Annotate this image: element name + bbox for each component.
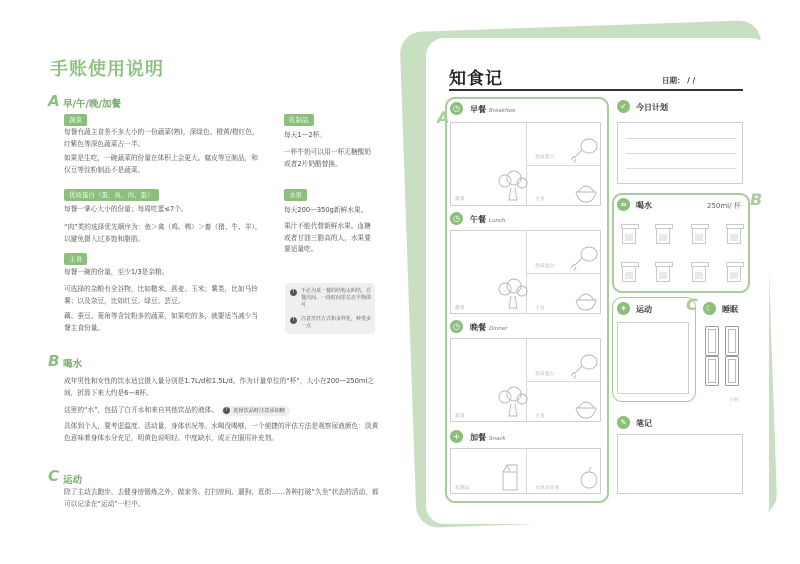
info-icon: ! xyxy=(290,317,297,324)
fruit-paragraph-1: 每天200—350g新鲜水果。 xyxy=(284,206,368,214)
section-c-title: 运动 xyxy=(63,475,83,486)
label-dairy: 乳制品 xyxy=(455,486,470,491)
label-veg: 蔬菜 xyxy=(455,197,465,202)
lunch-box[interactable] xyxy=(450,230,601,314)
cup-icon-1[interactable] xyxy=(622,226,636,244)
section-a-letter: A xyxy=(48,92,60,110)
water-paragraph-3: 具体到个人，要考虑温度、活动量、身体状况等。水喝没喝够，一个便捷的评估方法是观察尿液颜色：淡黄色意味着身体水分充足，明黄色说明轻、中度缺水，或正在服用补充剂。 xyxy=(64,422,379,442)
tag-vegetable: 蔬菜 xyxy=(64,114,87,126)
tips-box xyxy=(285,283,375,334)
label-fruit: 水果及其他 xyxy=(535,486,559,491)
section-b-title: 喝水 xyxy=(63,359,83,370)
water-drop-icon: ≈ xyxy=(617,198,630,211)
letter-c: C xyxy=(686,295,698,314)
label-veg: 蔬菜 xyxy=(455,414,465,419)
water-paragraph-2: 这里的“水”，包括了白开水和来自其他饮品的液体。 ! 选择饮品时注意添加糖 xyxy=(64,405,382,417)
breakfast-box[interactable] xyxy=(450,122,601,206)
sleep-title: 睡眠 xyxy=(722,305,738,314)
staple-paragraph-2: 可选择的杂粮有全谷物，比如糙米、燕麦、玉米；薯类，比如马铃薯；以及杂豆，比如红豆、绿豆、芸豆。 xyxy=(64,285,258,305)
letter-b: B xyxy=(750,190,763,209)
protein-paragraph-2: “肉”类的选择优先顺序为：鱼＞禽（鸡、鸭）＞畜（猪、牛、羊），以避免摄入过多饱和脂肪。 xyxy=(64,223,262,243)
clock-icon: ◷ xyxy=(450,320,463,333)
title-underline xyxy=(449,89,743,91)
label-staple: 主食 xyxy=(535,197,545,202)
snack-box[interactable] xyxy=(450,448,601,494)
protein-paragraph-1: 每餐一掌心大小的份量；每周吃蛋≤7个。 xyxy=(64,205,188,213)
tag-dairy: 乳制品 xyxy=(284,114,314,126)
section-a-title: 早/午/晚/加餐 xyxy=(63,99,121,110)
tip-2: ! 注意烹饪方式和多样化，种类多一点 xyxy=(290,316,375,330)
sleep-bar-3[interactable] xyxy=(705,356,719,386)
meal-breakfast-label: 早餐 Breakfast xyxy=(470,105,516,114)
staple-paragraph-1: 每餐一碗的份量，至少1/3是杂粮。 xyxy=(64,268,169,276)
info-icon: ! xyxy=(223,407,230,414)
clock-icon: ◷ xyxy=(450,212,463,225)
cup-icon-7[interactable] xyxy=(692,264,706,282)
date-field[interactable]: 日期： / / xyxy=(662,76,696,85)
veg-paragraph-1: 每餐有蔬主食差不多大小的一份蔬菜(熟)，深绿色、橙黄/橙红色，红紫色等深色蔬菜占一半。 xyxy=(64,128,259,148)
plan-box[interactable] xyxy=(617,122,743,184)
meal-dinner-label: 晚餐 Dinner xyxy=(470,323,508,332)
sleep-bar-2[interactable] xyxy=(725,326,739,356)
notes-box[interactable] xyxy=(617,434,743,494)
section-c-letter: C xyxy=(48,467,60,485)
pencil-icon: ✎ xyxy=(617,416,630,429)
label-protein: 优质蛋白 xyxy=(535,264,555,269)
exercise-title: 运动 xyxy=(636,305,652,314)
notes-title: 笔记 xyxy=(636,419,652,428)
cup-icon-5[interactable] xyxy=(622,264,636,282)
plus-icon: + xyxy=(450,430,463,443)
sleep-bar-4[interactable] xyxy=(725,356,739,386)
sleep-unit: 小时 xyxy=(729,398,739,403)
tag-staple: 主食 xyxy=(64,253,87,265)
sleep-bar-1[interactable] xyxy=(705,326,719,356)
journal-title: 知食记 xyxy=(449,69,503,89)
meal-lunch-label: 午餐 Lunch xyxy=(470,215,506,224)
label-protein: 优质蛋白 xyxy=(535,372,555,377)
info-icon: ! xyxy=(290,289,297,296)
water-paragraph-1: 成年男性和女性的饮水适宜摄入量分别是1.7L/d和1.5L/d。作为计量单位的“杯”，大小在200—250ml之间，折算下来大约是6—8杯。 xyxy=(64,377,374,397)
clock-icon: ◷ xyxy=(450,102,463,115)
cup-icon-8[interactable] xyxy=(727,264,741,282)
meal-snack-label: 加餐 Snack xyxy=(470,433,506,442)
label-staple: 主食 xyxy=(535,306,545,311)
dairy-paragraph-2: 一杯牛奶可以用一杯无糖酸奶或者2片奶酪替换。 xyxy=(284,148,371,168)
label-protein: 优质蛋白 xyxy=(535,155,555,160)
guide-title: 手账使用说明 xyxy=(50,59,164,80)
moon-icon: ☾ xyxy=(703,302,716,315)
tag-protein: 优质蛋白（蛋、鱼、肉、蛋） xyxy=(64,189,159,201)
cup-icon-3[interactable] xyxy=(692,226,706,244)
check-icon: ✓ xyxy=(617,100,630,113)
exercise-paragraph: 除了主动去跑步、去健身房锻炼之外，做家务、打扫房间、遛狗、逛街……各种打破“久坐”状态的活动，都可以记录在“运动”一栏中。 xyxy=(64,488,379,508)
water-unit: 250ml/ 杯 xyxy=(707,202,741,210)
label-veg: 蔬菜 xyxy=(455,306,465,311)
water-title: 喝水 xyxy=(636,201,652,210)
section-b-letter: B xyxy=(48,352,60,370)
veg-paragraph-2: 如果是生吃，一碗蔬菜的份量在体积上会更大。腐皮等豆制品，和仅豆等淀粉制品不是蔬菜。 xyxy=(64,154,258,174)
cup-icon-2[interactable] xyxy=(656,226,670,244)
sugar-tip-chip: ! 选择饮品时注意添加糖 xyxy=(221,406,290,416)
tag-fruit: 水果 xyxy=(284,189,307,201)
plan-title: 今日计划 xyxy=(636,103,668,112)
fruit-paragraph-2: 果汁不能代替新鲜水果。血糖或者甘油三脂高的人，水果要要适量吃。 xyxy=(284,222,371,253)
tip-1: ! 不必为某一餐的结构太纠结，吾餐次间、一段时间里总态平衡即可 xyxy=(290,288,375,309)
cup-icon-4[interactable] xyxy=(727,226,741,244)
dinner-box[interactable] xyxy=(450,338,601,422)
label-staple: 主食 xyxy=(535,414,545,419)
letter-a: A xyxy=(437,108,450,127)
cup-icon-6[interactable] xyxy=(656,264,670,282)
runner-icon: ✦ xyxy=(617,302,630,315)
exercise-box[interactable] xyxy=(617,322,689,394)
staple-paragraph-3: 藕、蚕豆、菱角等含淀粉多的蔬菜，如果吃的多，就要适当减少当餐主食份量。 xyxy=(64,312,258,332)
dairy-paragraph-1: 每天1—2杯。 xyxy=(284,131,326,139)
